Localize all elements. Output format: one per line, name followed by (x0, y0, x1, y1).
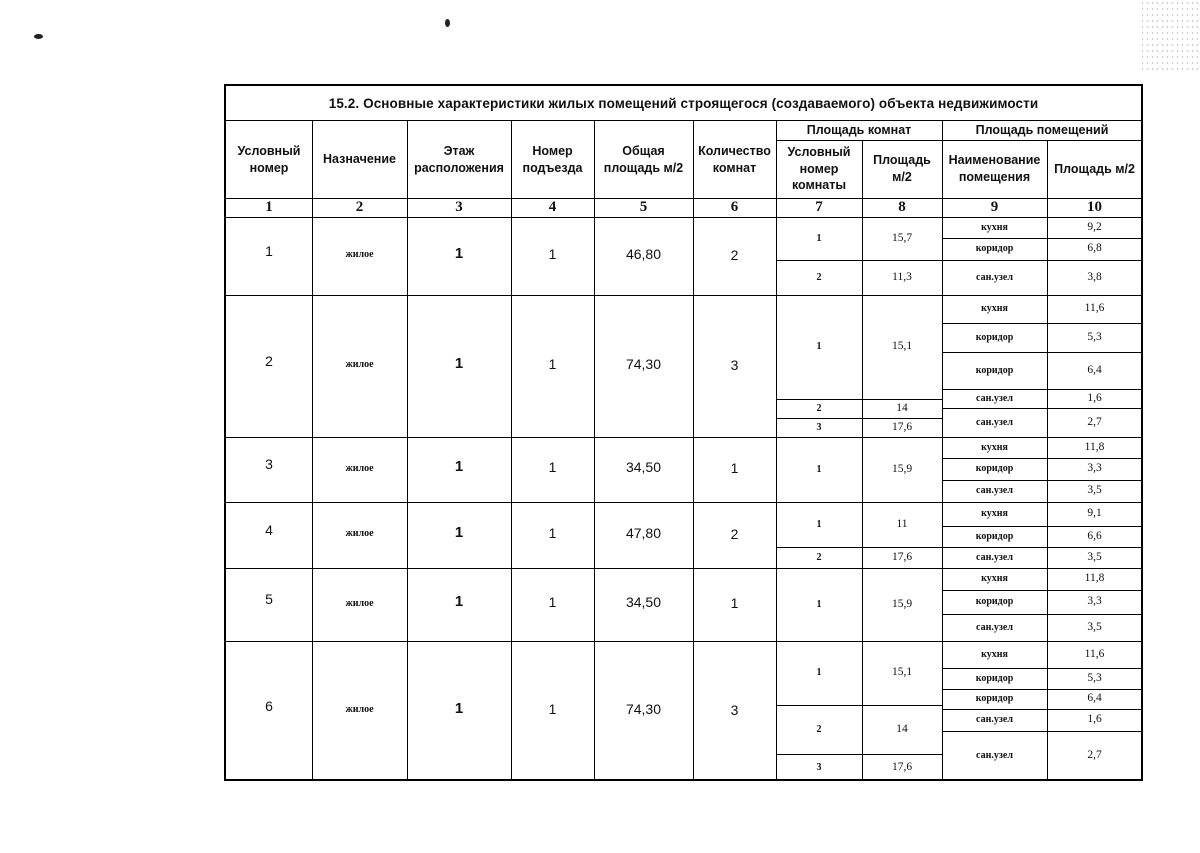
room-area: 15,1 (891, 340, 913, 353)
premise-name: коридор (975, 243, 1014, 255)
column-number: 9 (990, 199, 999, 216)
apartment-total-area: 34,50 (625, 459, 662, 476)
premise-name: коридор (975, 672, 1014, 684)
apartment-total-area: 46,80 (625, 245, 662, 262)
apartment-floor: 1 (454, 354, 464, 372)
premise-area: 11,6 (1084, 647, 1105, 660)
room-area: 17,6 (891, 420, 913, 433)
premise-area: 2,7 (1087, 749, 1102, 762)
header-rooms-area: Площадь комнат (806, 123, 912, 138)
premise-name: кухня (981, 508, 1008, 520)
apartment-number: 2 (265, 352, 273, 369)
premise-area: 5,3 (1087, 671, 1102, 684)
apartment-purpose: жилое (345, 704, 374, 716)
header-col8: Площадь м/2 (873, 153, 931, 184)
apartment-rooms-count: 2 (730, 246, 739, 263)
premise-area: 6,8 (1087, 242, 1102, 255)
apartment-total-area: 34,50 (625, 594, 662, 611)
room-number: 2 (816, 723, 822, 735)
column-number: 2 (355, 199, 364, 216)
apartment-number: 6 (265, 697, 273, 714)
scan-speck (445, 19, 450, 27)
apartment-rooms-count: 2 (730, 525, 739, 542)
column-number: 10 (1087, 199, 1102, 216)
premise-area: 11,8 (1084, 572, 1105, 585)
premise-name: кухня (981, 303, 1008, 315)
apartment-total-area: 74,30 (625, 700, 662, 717)
premise-area: 1,6 (1087, 391, 1102, 404)
apartment-purpose: жилое (345, 528, 374, 540)
premise-name: сан.узел (976, 750, 1013, 762)
apartment-purpose: жилое (345, 359, 374, 371)
room-number: 1 (816, 598, 822, 610)
premise-area: 3,3 (1087, 462, 1102, 475)
apartment-rooms-count: 3 (730, 701, 739, 718)
premise-area: 11,8 (1084, 440, 1105, 453)
room-area: 15,9 (891, 597, 913, 610)
room-number: 3 (816, 761, 822, 773)
room-number: 2 (816, 551, 822, 563)
header-col5: Общая площадь м/2 (603, 143, 684, 175)
scan-speck (34, 34, 43, 39)
premise-name: кухня (981, 648, 1008, 660)
apartment-floor: 1 (454, 699, 464, 717)
premise-name: коридор (975, 463, 1014, 475)
room-number: 1 (816, 232, 822, 244)
room-number: 2 (816, 402, 822, 414)
room-area: 17,6 (891, 760, 913, 773)
room-area: 15,7 (891, 231, 913, 244)
apartment-entrance: 1 (548, 245, 557, 262)
column-number: 5 (639, 199, 648, 216)
column-number: 1 (265, 199, 273, 216)
room-number: 3 (816, 421, 822, 433)
premise-area: 3,5 (1087, 550, 1102, 563)
apartment-entrance: 1 (548, 524, 557, 541)
column-number: 3 (455, 199, 463, 216)
apartment-purpose: жилое (345, 597, 374, 609)
apartment-total-area: 47,80 (625, 524, 662, 541)
premise-name: коридор (975, 693, 1014, 705)
apartment-floor: 1 (454, 458, 464, 476)
room-area: 14 (896, 401, 908, 414)
apartment-entrance: 1 (548, 700, 557, 717)
header-col9: Наименование помещения (948, 153, 1041, 184)
premise-name: коридор (975, 596, 1014, 608)
premise-name: сан.узел (976, 271, 1013, 283)
premise-name: сан.узел (976, 621, 1013, 633)
premise-name: кухня (981, 573, 1008, 585)
premise-name: кухня (981, 221, 1008, 233)
premise-name: сан.узел (976, 416, 1013, 428)
premise-area: 1,6 (1087, 713, 1102, 726)
premise-name: сан.узел (976, 392, 1013, 404)
premise-area: 3,3 (1087, 595, 1102, 608)
column-number: 6 (730, 199, 739, 216)
apartment-number: 1 (265, 242, 273, 259)
column-number: 7 (815, 199, 823, 216)
room-area: 17,6 (891, 550, 913, 563)
apartment-rooms-count: 1 (730, 460, 739, 477)
room-area: 14 (896, 722, 908, 735)
header-col7: Условный номер комнаты (787, 144, 851, 193)
apartment-rooms-count: 3 (730, 356, 739, 373)
premise-name: кухня (981, 441, 1008, 453)
room-area: 11,3 (892, 270, 912, 283)
premise-name: сан.узел (976, 485, 1013, 497)
premise-area: 3,5 (1087, 620, 1102, 633)
premise-name: коридор (975, 331, 1014, 343)
apartment-entrance: 1 (548, 459, 557, 476)
header-col3: Этаж расположения (414, 143, 504, 175)
room-number: 1 (816, 667, 822, 679)
apartment-floor: 1 (454, 523, 464, 541)
room-number: 1 (816, 341, 822, 353)
header-col10: Площадь м/2 (1054, 161, 1135, 176)
premise-name: сан.узел (976, 714, 1013, 726)
column-number: 4 (548, 199, 557, 216)
header-col1: Условный номер (237, 143, 301, 175)
apartment-entrance: 1 (548, 355, 557, 372)
room-number: 2 (816, 271, 822, 283)
premise-area: 6,6 (1087, 529, 1102, 542)
room-area: 15,9 (891, 462, 913, 475)
premise-area: 9,1 (1087, 507, 1102, 520)
premise-area: 5,3 (1087, 330, 1102, 343)
premise-area: 3,8 (1087, 270, 1102, 283)
apartment-purpose: жилое (345, 249, 374, 261)
header-col4: Номер подъезда (522, 143, 583, 175)
apartment-purpose: жилое (345, 462, 374, 474)
premise-name: сан.узел (976, 551, 1013, 563)
header-premises-area: Площадь помещений (975, 123, 1109, 138)
apartment-number: 5 (265, 591, 273, 608)
room-area: 11 (896, 517, 908, 530)
apartment-entrance: 1 (548, 594, 557, 611)
premise-area: 2,7 (1087, 415, 1102, 428)
apartment-number: 3 (265, 456, 273, 473)
room-area: 15,1 (891, 666, 913, 679)
header-col2: Назначение (323, 152, 396, 167)
premise-area: 3,5 (1087, 484, 1102, 497)
premise-name: коридор (975, 530, 1014, 542)
table-title: 15.2. Основные характеристики жилых помещений строящегося (создаваемого) объекта недвижимости (226, 86, 1141, 121)
apartment-total-area: 74,30 (625, 355, 662, 372)
scan-noise (1140, 0, 1200, 70)
premise-area: 9,2 (1087, 220, 1102, 233)
apartment-floor: 1 (454, 244, 464, 262)
room-number: 1 (816, 518, 822, 530)
column-number: 8 (898, 199, 906, 216)
premise-area: 6,4 (1087, 363, 1102, 376)
apartment-rooms-count: 1 (730, 595, 739, 612)
apartment-number: 4 (265, 521, 273, 538)
apartment-floor: 1 (454, 593, 464, 611)
premise-area: 11,6 (1084, 302, 1105, 315)
premise-name: коридор (975, 364, 1014, 376)
premise-area: 6,4 (1087, 692, 1102, 705)
room-number: 1 (816, 463, 822, 475)
characteristics-table (224, 84, 1143, 781)
header-col6: Количество комнат (698, 143, 771, 175)
